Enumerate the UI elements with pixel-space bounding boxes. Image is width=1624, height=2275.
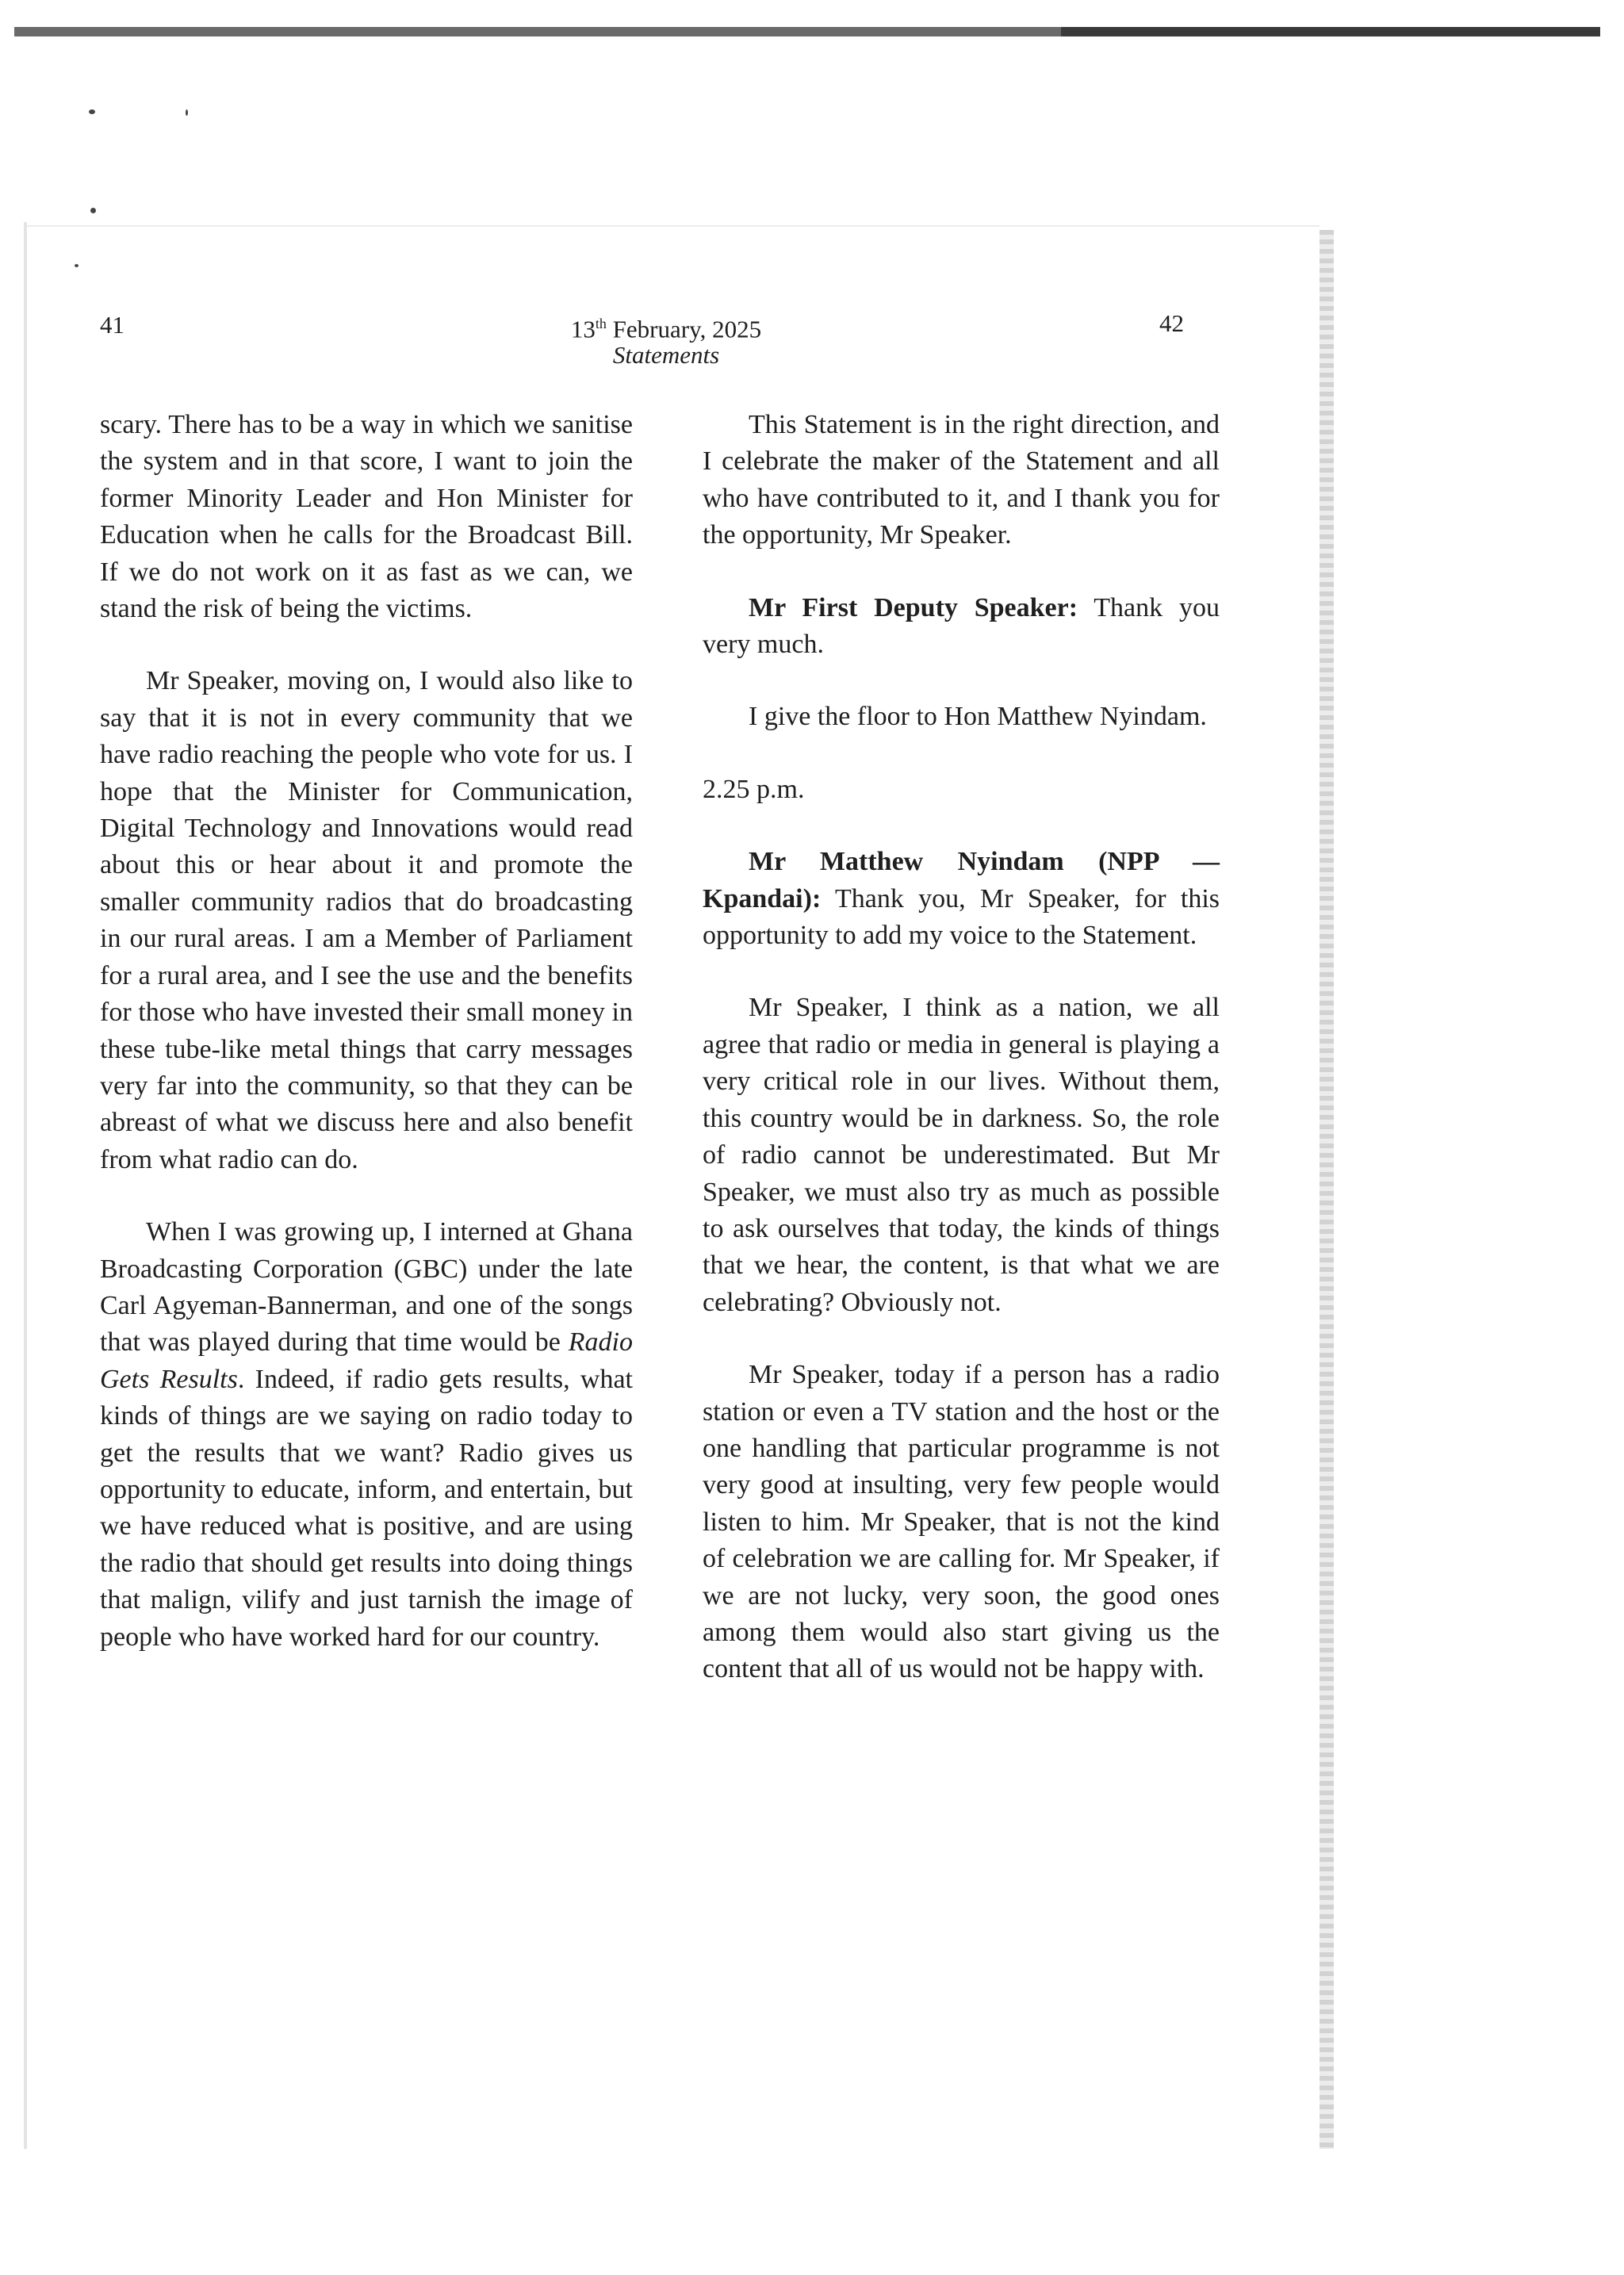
scan-speck bbox=[90, 208, 96, 213]
scan-speck bbox=[89, 109, 95, 114]
paragraph bbox=[703, 590, 1220, 664]
date-day: 13 bbox=[570, 315, 596, 343]
paragraph: I give the floor to Hon Matthew Nyindam. bbox=[749, 702, 1207, 732]
paragraph: scary. There has to be a way in which we sanitise the system and in that score, I want to join the former Minority Leader and Hon Minister for Education when he calls for the Broadcast Bill. If we do not work on it as fast as we can, we stand the risk of being the victims. bbox=[100, 410, 633, 624]
right-column bbox=[703, 407, 1220, 1724]
paragraph-text: . Indeed, if radio gets results, what kinds of things are we saying on radio today to get the results that we want? Radio gives us opportunity to educate, inform, and entertain, but we have reduced what is positive, and are using the radio that should get results into doing things that malign, vilify and just tarnish the image of people who have worked hard for our country. bbox=[100, 1364, 633, 1652]
date-suffix: th bbox=[595, 316, 607, 331]
page-number-right: 42 bbox=[1159, 309, 1184, 337]
paragraph-text: Thank you very much. bbox=[703, 592, 1220, 660]
paragraph: Mr Speaker, moving on, I would also like to say that it is not in every community that we have radio reaching the people who vote for us. I hope that the Minister for Communication, Digital Technology and Innovations would read about this or hear about it and promote the smaller community radios that do broadcasting in our rural areas. I am a Member of Parliament for a rural area, and I see the use and the benefits for those who have invested their small money in these tube-like metal things that carry messages very far into the community, so that they can be abreast of what we discuss here and also benefit from what radio can do. bbox=[100, 666, 633, 1174]
scan-top-border-fade bbox=[14, 27, 1061, 36]
paragraph: Mr Speaker, I think as a nation, we all agree that radio or media in general is playing a very critical role in our lives. Without them, this country would be in darkness. So, the role of radio cannot be underestimated. But Mr Speaker, we must also try as much as possible to ask ourselves that today, the kinds of things that we hear, the content, is that what we are celebrating? Obviously not. bbox=[703, 993, 1220, 1317]
left-column bbox=[100, 407, 633, 1691]
timestamp: 2.25 p.m. bbox=[703, 774, 805, 804]
scan-speck bbox=[75, 264, 79, 267]
speaker-name: Mr Matthew Nyindam (NPP — Kpandai): bbox=[703, 847, 1220, 913]
header-date bbox=[444, 309, 888, 343]
scan-speck bbox=[186, 109, 188, 116]
paragraph bbox=[703, 844, 1220, 954]
scan-left-edge bbox=[24, 222, 27, 2149]
paragraph bbox=[100, 1214, 633, 1656]
date-month-year: February, 2025 bbox=[606, 315, 762, 343]
scan-right-edge bbox=[1320, 230, 1334, 2149]
paragraph-text: Thank you, Mr Speaker, for this opportunity to add my voice to the Statement. bbox=[703, 883, 1220, 951]
speaker-name: Mr First Deputy Speaker: bbox=[749, 592, 1078, 622]
page-number-left: 41 bbox=[100, 311, 124, 339]
paragraph: Mr Speaker, today if a person has a radio station or even a TV station and the host or the one handling that particular programme is not very good at insulting, very few people would listen to him. Mr Speaker, that is not the kind of celebration we are calling for. Mr Speaker, if we are not lucky, very soon, the good ones among them would also start giving us the content that all of us would not be happy with. bbox=[703, 1360, 1220, 1684]
song-title: Radio Gets Results bbox=[100, 1327, 633, 1394]
section-title: Statements bbox=[612, 341, 720, 369]
paragraph-text: When I was growing up, I interned at Ghana Broadcasting Corporation (GBC) under the late Carl Agyeman-Bannerman, and one of the songs that was played during that time would be bbox=[100, 1217, 633, 1358]
paragraph: This Statement is in the right direction, and I celebrate the maker of the Statement and all who have contributed to it, and I thank you for the opportunity, Mr Speaker. bbox=[703, 410, 1220, 550]
page-fold-line bbox=[24, 225, 1320, 227]
